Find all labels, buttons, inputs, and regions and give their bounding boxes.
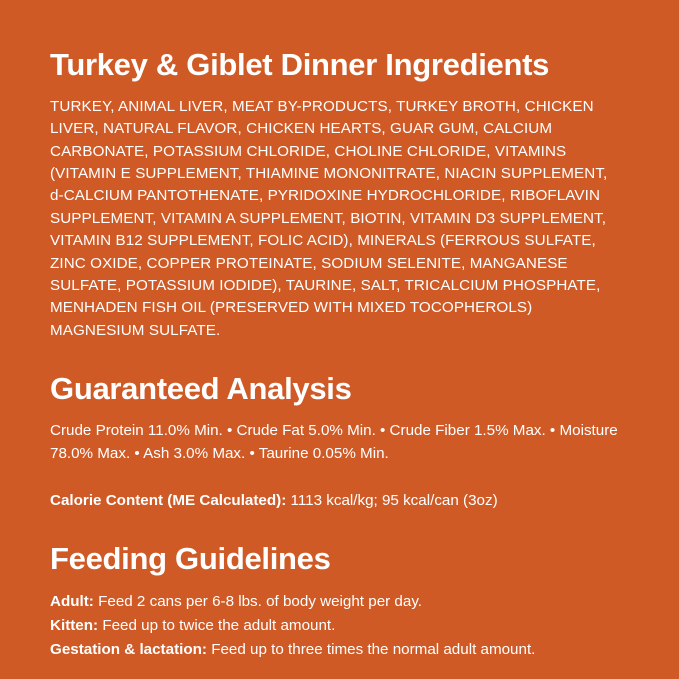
list-item — [50, 590, 629, 614]
calorie-content-label: Calorie Content (ME Calculated): — [50, 491, 287, 509]
ingredients-heading: Turkey & Giblet Dinner Ingredients — [50, 47, 550, 82]
spacer — [50, 466, 629, 490]
ingredients-text: TURKEY, ANIMAL LIVER, MEAT BY-PRODUCTS, TURKEY BROTH, CHICKEN LIVER, NATURAL FLAVOR, CHICKEN HEARTS, GUAR GUM, CALCIUM CARBONATE, POTASSIUM CHLORIDE, CHOLINE CHLORIDE, VITAMINS (VITAMIN E SUPPLEMENT, THIAMINE MONONITRATE, NIACIN SUPPLEMENT, d-CALCIUM PANTOTHENATE, PYRIDOXINE HYDROCHLORIDE, RIBOFLAVIN SUPPLEMENT, VITAMIN A SUPPLEMENT, BIOTIN, VITAMIN D3 SUPPLEMENT, VITAMIN B12 SUPPLEMENT, FOLIC ACID), MINERALS (FERROUS SULFATE, ZINC OXIDE, COPPER PROTEINATE, SODIUM SELENITE, MANGANESE SULFATE, POTASSIUM IODIDE), TAURINE, SALT, TRICALCIUM PHOSPHATE, MENHADEN FISH OIL (PRESERVED WITH MIXED TOCOPHEROLS) MAGNESIUM SULFATE. — [50, 98, 608, 339]
feeding-row-text: Feed 2 cans per 6-8 lbs. of body weight per day. — [98, 593, 422, 611]
calorie-content-line — [50, 490, 629, 513]
feeding-row-label: Adult: — [50, 593, 94, 611]
spacer — [50, 342, 629, 372]
spacer — [50, 512, 629, 542]
feeding-guidelines-heading: Feeding Guidelines — [50, 541, 331, 577]
feeding-row-text: Feed up to three times the normal adult amount. — [211, 640, 536, 658]
list-item — [50, 614, 629, 638]
feeding-guidelines-list — [50, 590, 629, 661]
feeding-row-label: Kitten: — [50, 617, 99, 635]
guaranteed-analysis-heading: Guaranteed Analysis — [50, 370, 352, 406]
feeding-row-label: Gestation & lactation: — [50, 640, 207, 658]
list-item — [50, 638, 629, 662]
calorie-content-value: 1113 kcal/kg; 95 kcal/can (3oz) — [290, 491, 498, 509]
guaranteed-analysis-text: Crude Protein 11.0% Min. • Crude Fat 5.0% Min. • Crude Fiber 1.5% Max. • Moisture 78.0% Max. • Ash 3.0% Max. • Taurine 0.05% Min. — [50, 421, 618, 462]
feeding-row-text: Feed up to twice the adult amount. — [102, 617, 336, 635]
